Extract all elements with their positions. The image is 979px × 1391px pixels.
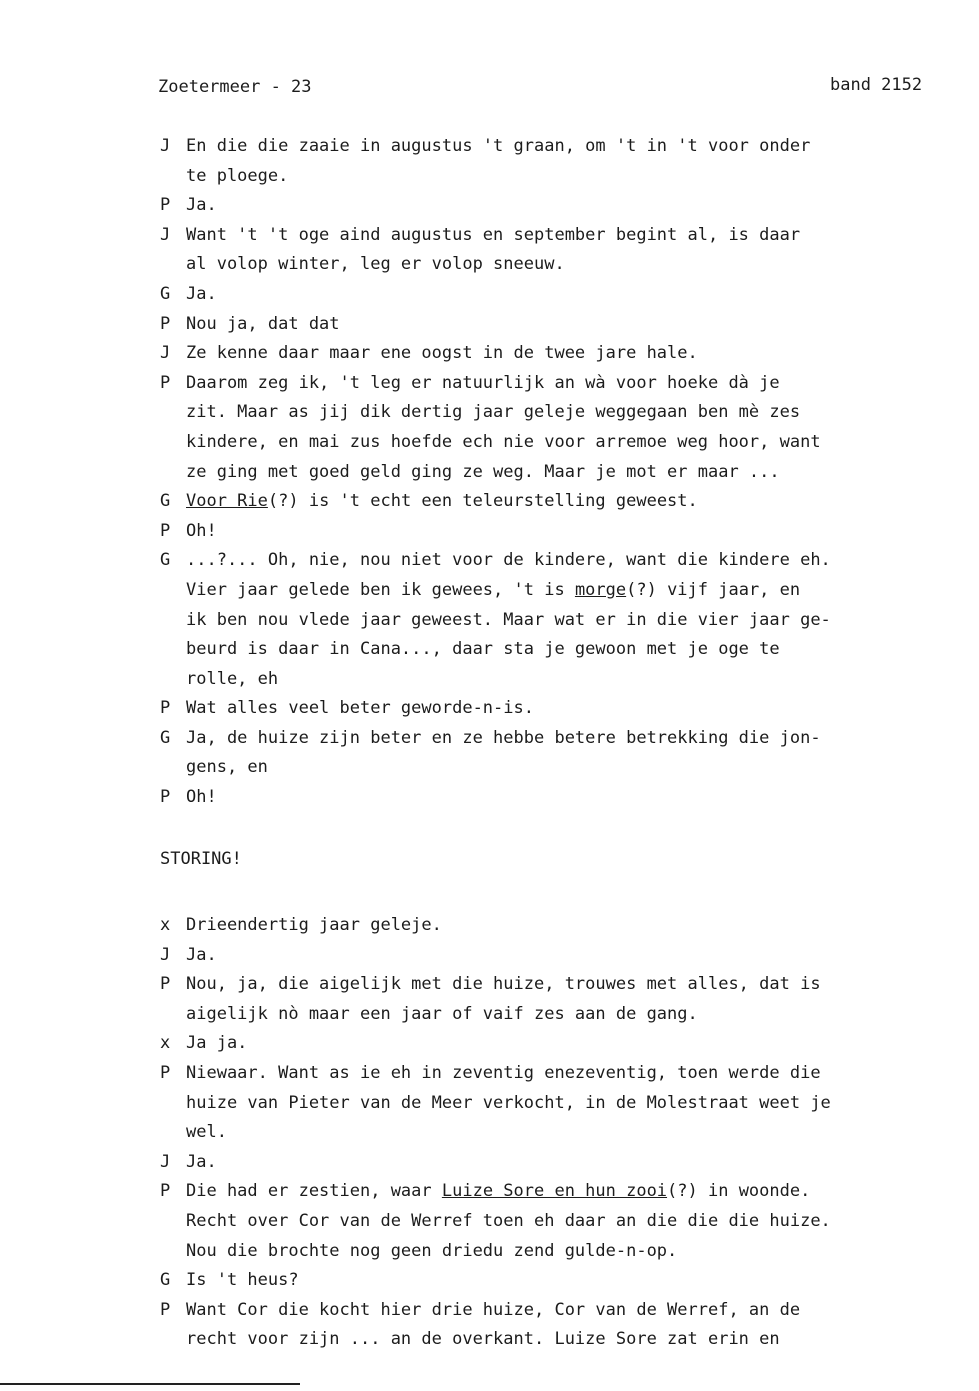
utterance-text: Oh! xyxy=(186,520,217,541)
speaker-label: P xyxy=(160,787,171,808)
transcript-line xyxy=(160,339,960,369)
transcript-line xyxy=(160,1118,960,1148)
utterance-text: Is 't heus? xyxy=(186,1270,299,1291)
speaker-label: J xyxy=(160,1151,171,1172)
speaker-label: J xyxy=(160,224,171,245)
interruption-note: STORING! xyxy=(160,849,242,869)
speaker-label: P xyxy=(160,1181,171,1202)
transcript-line xyxy=(160,398,960,428)
speaker-turn xyxy=(160,310,960,340)
speaker-label: P xyxy=(160,698,171,719)
transcript-line xyxy=(160,1148,960,1178)
transcript-line xyxy=(160,280,960,310)
dialogue-block-before-interruption xyxy=(160,132,960,813)
transcript-line xyxy=(160,428,960,458)
transcript-line xyxy=(160,1325,960,1355)
transcript-line xyxy=(160,132,960,162)
utterance-text: aigelijk nò maar een jaar of vaif zes aan de gang. xyxy=(186,1003,698,1024)
transcript-line xyxy=(160,1237,960,1267)
utterance-text: gens, en xyxy=(186,757,268,778)
transcript-line xyxy=(160,941,960,971)
transcript-line xyxy=(160,694,960,724)
utterance-text: rolle, eh xyxy=(186,668,279,689)
utterance-text: al volop winter, leg er volop sneeuw. xyxy=(186,254,565,275)
speaker-label: P xyxy=(160,520,171,541)
utterance-text: Ja. xyxy=(186,944,217,965)
speaker-label: J xyxy=(160,136,171,156)
utterance-text: beurd is daar in Cana..., daar sta je gewoon met je oge te xyxy=(186,639,780,660)
speaker-label: G xyxy=(160,1270,171,1291)
utterance-text: ...?... Oh, nie, nou niet voor de kindere, want die kindere eh. xyxy=(186,550,831,571)
utterance-text: Voor Rie(?) is 't echt een teleurstelling geweest. xyxy=(186,491,698,512)
speaker-turn xyxy=(160,1148,960,1178)
speaker-label: P xyxy=(160,1062,171,1083)
transcript-line xyxy=(160,911,960,941)
utterance-text: Ja, de huize zijn beter en ze hebbe betere betrekking die jon- xyxy=(186,727,821,748)
utterance-text: Ze kenne daar maar ene oogst in de twee jare hale. xyxy=(186,343,698,364)
utterance-text: Vier jaar gelede ben ik gewees, 't is morge(?) vijf jaar, en xyxy=(186,579,801,600)
speaker-label: G xyxy=(160,491,171,512)
transcript-line xyxy=(160,1266,960,1296)
speaker-turn xyxy=(160,1266,960,1296)
transcript-line xyxy=(160,517,960,547)
speaker-turn xyxy=(160,970,960,1029)
page-header-tape-number: band 2152 xyxy=(830,75,923,95)
page-header-location: Zoetermeer - 23 xyxy=(158,77,312,97)
utterance-text: wel. xyxy=(186,1122,227,1143)
speaker-label: x xyxy=(160,915,171,935)
footer-rule xyxy=(0,1383,300,1385)
speaker-turn xyxy=(160,339,960,369)
utterance-text: ik ben nou vlede jaar geweest. Maar wat er in die vier jaar ge- xyxy=(186,609,831,630)
utterance-text: Ja. xyxy=(186,195,217,216)
utterance-text: En die die zaaie in augustus 't graan, om 't in 't voor onder xyxy=(186,136,811,156)
transcript-line xyxy=(160,1296,960,1326)
transcript-line xyxy=(160,1089,960,1119)
transcript-line xyxy=(160,635,960,665)
speaker-label: G xyxy=(160,727,171,748)
utterance-text: zit. Maar as jij dik dertig jaar geleje weggegaan ben mè zes xyxy=(186,402,801,423)
speaker-turn xyxy=(160,1177,960,1266)
transcript-line xyxy=(160,546,960,576)
speaker-turn xyxy=(160,546,960,694)
utterance-text: Nou die brochte nog geen driedu zend gulde-n-op. xyxy=(186,1240,678,1261)
speaker-turn xyxy=(160,280,960,310)
speaker-turn xyxy=(160,132,960,191)
speaker-turn xyxy=(160,487,960,517)
utterance-text: Die had er zestien, waar Luize Sore en hun zooi(?) in woonde. xyxy=(186,1181,811,1202)
utterance-text: Wat alles veel beter geworde-n-is. xyxy=(186,698,534,719)
speaker-label: P xyxy=(160,974,171,995)
transcript-line xyxy=(160,369,960,399)
transcript-line xyxy=(160,162,960,192)
transcript-line xyxy=(160,970,960,1000)
utterance-text: Oh! xyxy=(186,787,217,808)
speaker-label: P xyxy=(160,195,171,216)
transcript-line xyxy=(160,606,960,636)
utterance-text: kindere, en mai zus hoefde ech nie voor arremoe weg hoor, want xyxy=(186,431,821,452)
transcript-line xyxy=(160,191,960,221)
transcript-line xyxy=(160,458,960,488)
speaker-turn xyxy=(160,1059,960,1148)
utterance-text: Ja. xyxy=(186,1151,217,1172)
speaker-turn xyxy=(160,783,960,813)
speaker-turn xyxy=(160,724,960,783)
transcript-line xyxy=(160,665,960,695)
transcript-line xyxy=(160,487,960,517)
utterance-text: Daarom zeg ik, 't leg er natuurlijk an wà voor hoeke dà je xyxy=(186,372,780,393)
speaker-turn xyxy=(160,1029,960,1059)
utterance-text: Want Cor die kocht hier drie huize, Cor van de Werref, an de xyxy=(186,1299,801,1320)
utterance-text: te ploege. xyxy=(186,165,289,186)
speaker-turn xyxy=(160,941,960,971)
utterance-text: Niewaar. Want as ie eh in zeventig enezeventig, toen werde die xyxy=(186,1062,821,1083)
speaker-turn xyxy=(160,517,960,547)
utterance-text: Want 't 't oge aind augustus en september begint al, is daar xyxy=(186,224,801,245)
transcript-line xyxy=(160,310,960,340)
speaker-turn xyxy=(160,1296,960,1355)
transcript-line xyxy=(160,753,960,783)
dialogue-block-after-interruption xyxy=(160,911,960,1355)
transcript-line xyxy=(160,576,960,606)
speaker-turn xyxy=(160,191,960,221)
transcript-line xyxy=(160,724,960,754)
speaker-turn xyxy=(160,694,960,724)
speaker-label: x xyxy=(160,1033,171,1054)
speaker-turn xyxy=(160,911,960,941)
speaker-label: G xyxy=(160,550,171,571)
speaker-label: P xyxy=(160,372,171,393)
transcript-line xyxy=(160,1177,960,1207)
transcript-line xyxy=(160,783,960,813)
speaker-turn xyxy=(160,221,960,280)
transcript-line xyxy=(160,1207,960,1237)
speaker-label: P xyxy=(160,313,171,334)
speaker-label: J xyxy=(160,944,171,965)
speaker-label: P xyxy=(160,1299,171,1320)
utterance-text: Recht over Cor van de Werref toen eh daar an die die die huize. xyxy=(186,1210,831,1231)
utterance-text: Ja. xyxy=(186,283,217,304)
transcript-line xyxy=(160,1059,960,1089)
utterance-text: huize van Pieter van de Meer verkocht, in de Molestraat weet je xyxy=(186,1092,831,1113)
utterance-text: Nou, ja, die aigelijk met die huize, trouwes met alles, dat is xyxy=(186,974,821,995)
utterance-text: Ja ja. xyxy=(186,1033,248,1054)
transcript-line xyxy=(160,1029,960,1059)
utterance-text: Nou ja, dat dat xyxy=(186,313,340,334)
transcript-line xyxy=(160,1000,960,1030)
transcript-line xyxy=(160,250,960,280)
utterance-text: ze ging met goed geld ging ze weg. Maar je mot er maar ... xyxy=(186,461,780,482)
speaker-label: G xyxy=(160,283,171,304)
utterance-text: recht voor zijn ... an de overkant. Luize Sore zat erin en xyxy=(186,1329,780,1350)
speaker-label: J xyxy=(160,343,171,364)
transcript-line xyxy=(160,221,960,251)
utterance-text: Drieendertig jaar geleje. xyxy=(186,915,442,935)
speaker-turn xyxy=(160,369,960,487)
